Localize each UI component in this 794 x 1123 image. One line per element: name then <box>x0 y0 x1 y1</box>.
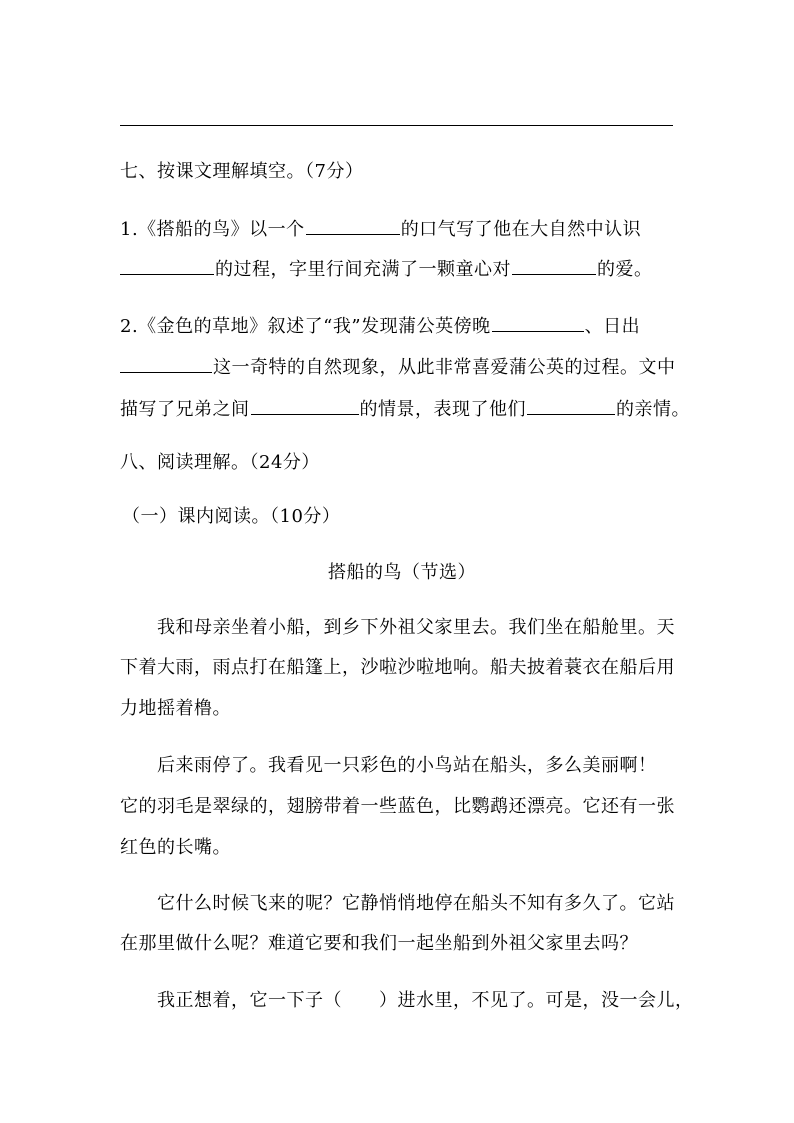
passage-line: 红色的长嘴。 <box>120 837 231 858</box>
q1-mid-2: 的过程，字里行间充满了一颗童心对 <box>215 259 511 280</box>
q2-mid-3: 的情景，表现了他们 <box>359 399 526 420</box>
q2-end: 的亲情。 <box>616 399 690 420</box>
q2-line3-prefix: 描写了兄弟之间 <box>120 399 250 420</box>
passage-line: 它的羽毛是翠绿的，翅膀带着一些蓝色，比鹦鹉还漂亮。它还有一张 <box>120 796 675 817</box>
q1-blank-1[interactable] <box>306 216 400 235</box>
passage-line: 力地摇着橹。 <box>120 698 231 719</box>
q1-blank-3[interactable] <box>512 256 596 275</box>
passage-last-line <box>157 989 717 1013</box>
last-line-prefix: 我正想着，它一下子（ <box>157 990 342 1011</box>
header-rule <box>120 125 673 126</box>
q2-mid-1: 、日出 <box>584 316 641 337</box>
question-1-line-2 <box>120 256 680 282</box>
question-2-line-2 <box>120 354 680 380</box>
q2-blank-3[interactable] <box>251 396 359 415</box>
last-line-suffix: ）进水里，不见了。可是，没一会儿， <box>379 990 694 1011</box>
q2-prefix: 2.《金色的草地》叙述了“我”发现蒲公英傍晚 <box>120 316 491 337</box>
q2-blank-2[interactable] <box>120 354 212 373</box>
q1-end: 的爱。 <box>597 259 653 280</box>
section-8-subheading: （一）课内阅读。（10分） <box>122 506 341 527</box>
q1-blank-2[interactable] <box>120 256 214 275</box>
section-8-heading: 八、阅读理解。（24分） <box>120 452 320 473</box>
q2-blank-4[interactable] <box>527 396 615 415</box>
question-2-line-3 <box>120 396 690 422</box>
q2-blank-1[interactable] <box>492 313 584 332</box>
fill-blank-paren[interactable] <box>342 990 379 1011</box>
question-1-line-1 <box>120 216 680 242</box>
question-2-line-1 <box>120 313 680 339</box>
passage-line: 下着大雨，雨点打在船篷上，沙啦沙啦地响。船夫披着蓑衣在船后用 <box>120 657 675 678</box>
q1-prefix: 1.《搭船的鸟》以一个 <box>120 219 305 240</box>
q2-mid-2: 这一奇特的自然现象，从此非常喜爱蒲公英的过程。文中 <box>213 357 676 378</box>
passage-line: 它什么时候飞来的呢？它静悄悄地停在船头不知有多久了。它站 <box>157 893 675 914</box>
passage-line: 在那里做什么呢？难道它要和我们一起坐船到外祖父家里去吗？ <box>120 933 638 954</box>
passage-line: 后来雨停了。我看见一只彩色的小鸟站在船头，多么美丽啊！ <box>157 755 657 776</box>
q1-mid-1: 的口气写了他在大自然中认识 <box>400 219 642 240</box>
passage-title: 搭船的鸟（节选） <box>328 562 476 583</box>
passage-line: 我和母亲坐着小船，到乡下外祖父家里去。我们坐在船舱里。天 <box>157 617 675 638</box>
section-7-heading: 七、按课文理解填空。（7分） <box>120 161 364 182</box>
